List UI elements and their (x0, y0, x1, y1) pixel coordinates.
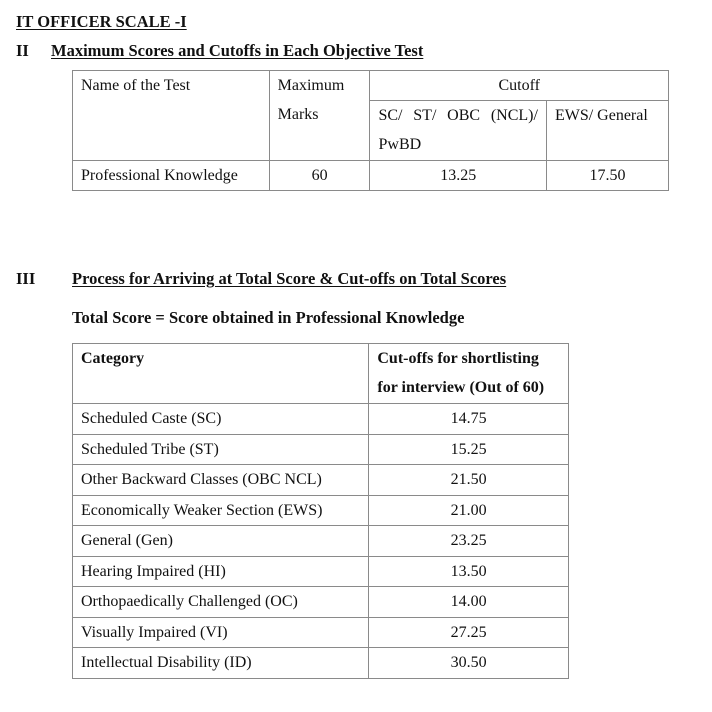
table-row (73, 434, 569, 465)
cell-cutoff: 21.50 (369, 465, 569, 496)
cell-max-marks: 60 (269, 161, 370, 191)
cell-category: Other Backward Classes (OBC NCL) (73, 465, 369, 496)
max-scores-cutoff-table (72, 70, 669, 191)
cell-cutoff: 30.50 (369, 648, 569, 679)
header-max-marks-line2: Marks (277, 106, 319, 123)
header-cutoff-line1: Cut-offs for shortlisting (377, 350, 539, 367)
document-title: IT OFFICER SCALE -I (16, 12, 187, 31)
header-cutoff: Cutoff (370, 71, 669, 101)
cell-category: Scheduled Caste (SC) (73, 404, 369, 435)
cell-category: Visually Impaired (VI) (73, 617, 369, 648)
cell-category: Intellectual Disability (ID) (73, 648, 369, 679)
cell-category: General (Gen) (73, 526, 369, 557)
cell-cutoff-general: 17.50 (546, 161, 668, 191)
cell-cutoff: 13.50 (369, 556, 569, 587)
section-2-number: II (16, 41, 29, 60)
cell-cutoff: 21.00 (369, 495, 569, 526)
table-row (73, 495, 569, 526)
header-category: Category (73, 344, 369, 404)
table-row (73, 556, 569, 587)
cell-cutoff: 15.25 (369, 434, 569, 465)
table-row (73, 587, 569, 618)
header-test-name: Name of the Test (73, 71, 270, 161)
header-cutoff-interview (369, 344, 569, 404)
header-cutoff-general: EWS/ General (546, 101, 668, 161)
total-score-formula: Total Score = Score obtained in Professional Knowledge (72, 308, 465, 327)
table-row (73, 617, 569, 648)
header-cutoff-reserved: SC/ ST/ OBC (NCL)/ PwBD (370, 101, 546, 161)
table-row (73, 404, 569, 435)
category-cutoff-table (72, 343, 569, 679)
header-max-marks (269, 71, 370, 161)
cell-category: Economically Weaker Section (EWS) (73, 495, 369, 526)
table-row (73, 161, 669, 191)
cell-category: Orthopaedically Challenged (OC) (73, 587, 369, 618)
cell-category: Scheduled Tribe (ST) (73, 434, 369, 465)
section-3-title: Process for Arriving at Total Score & Cut-offs on Total Scores (72, 269, 507, 288)
cell-cutoff: 23.25 (369, 526, 569, 557)
section-3-number: III (16, 269, 36, 288)
cell-category: Hearing Impaired (HI) (73, 556, 369, 587)
cell-cutoff-reserved: 13.25 (370, 161, 546, 191)
header-max-marks-line1: Maximum (277, 77, 345, 94)
cell-cutoff: 14.00 (369, 587, 569, 618)
cell-cutoff: 14.75 (369, 404, 569, 435)
table-row (73, 526, 569, 557)
header-cutoff-line2: for interview (Out of 60) (377, 379, 545, 396)
table-row (73, 465, 569, 496)
section-2-title: Maximum Scores and Cutoffs in Each Objective Test (51, 41, 424, 60)
table-row (73, 648, 569, 679)
cell-test-name: Professional Knowledge (73, 161, 270, 191)
cell-cutoff: 27.25 (369, 617, 569, 648)
